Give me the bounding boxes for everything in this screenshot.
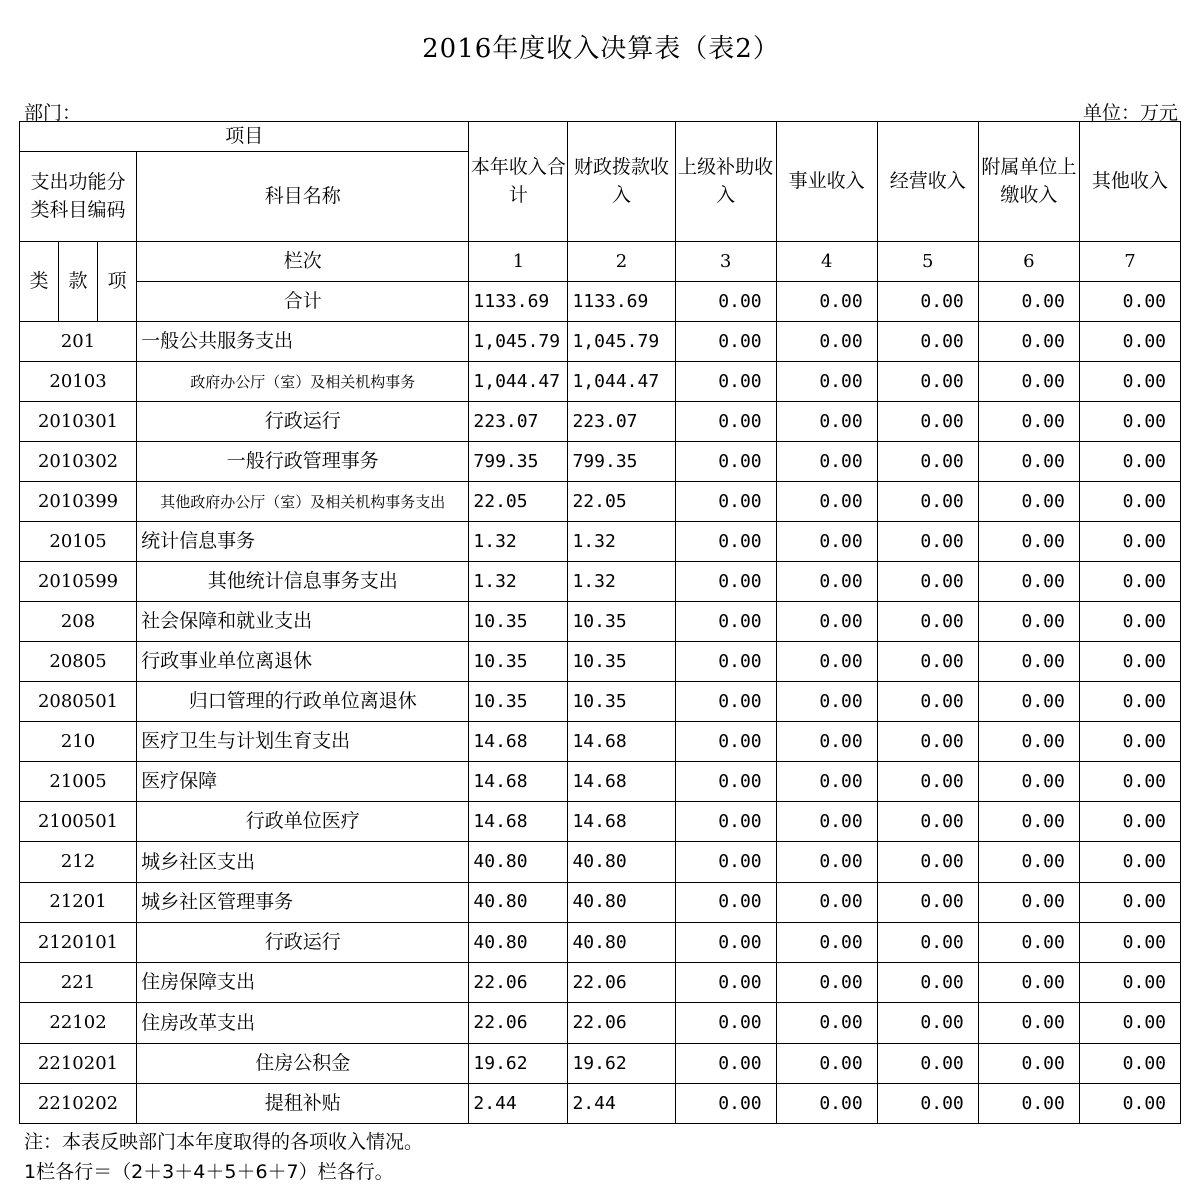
page-title: 2016年度收入决算表（表2） — [422, 34, 780, 64]
row-value: 0.00 — [877, 682, 978, 722]
row-name: 一般行政管理事务 — [137, 442, 469, 482]
row-value: 0.00 — [877, 963, 978, 1003]
header-col-other: 其他收入 — [1079, 122, 1180, 242]
footnote: 1栏各行＝（2＋3＋4＋5＋6＋7）栏各行。 — [24, 1161, 394, 1183]
row-value: 40.80 — [469, 882, 568, 922]
row-value: 1,045.79 — [469, 322, 568, 362]
row-name: 统计信息事务 — [137, 522, 469, 562]
row-code: 20805 — [20, 642, 137, 682]
row-code: 2100501 — [20, 802, 137, 842]
header-col-affiliated: 附属单位上缴收入 — [978, 122, 1079, 242]
total-value: 0.00 — [675, 282, 776, 322]
row-value: 14.68 — [568, 722, 675, 762]
lanci-label: 栏次 — [137, 242, 469, 282]
row-value: 40.80 — [469, 842, 568, 882]
row-name: 社会保障和就业支出 — [137, 602, 469, 642]
row-value: 0.00 — [675, 922, 776, 962]
row-name: 行政事业单位离退休 — [137, 642, 469, 682]
row-value: 0.00 — [877, 442, 978, 482]
footnote: 注：本表反映部门本年度取得的各项收入情况。 — [24, 1131, 424, 1153]
row-value: 0.00 — [877, 362, 978, 402]
row-value: 1.32 — [568, 522, 675, 562]
row-value: 223.07 — [568, 402, 675, 442]
row-value: 0.00 — [978, 1003, 1079, 1043]
row-value: 10.35 — [568, 642, 675, 682]
row-value: 0.00 — [776, 1043, 877, 1083]
row-name: 政府办公厅（室）及相关机构事务 — [137, 362, 469, 402]
row-value: 0.00 — [1079, 842, 1180, 882]
row-value: 0.00 — [877, 522, 978, 562]
header-code: 支出功能分类科目编码 — [20, 152, 137, 242]
row-value: 0.00 — [675, 482, 776, 522]
row-code: 212 — [20, 842, 137, 882]
row-code: 2210201 — [20, 1043, 137, 1083]
row-name: 行政运行 — [137, 402, 469, 442]
row-value: 0.00 — [675, 722, 776, 762]
row-value: 0.00 — [776, 1084, 877, 1124]
row-value: 0.00 — [978, 1043, 1079, 1083]
total-value: 1133.69 — [568, 282, 675, 322]
department-label: 部门： — [24, 102, 82, 124]
row-value: 0.00 — [978, 362, 1079, 402]
row-value: 0.00 — [776, 842, 877, 882]
table-row — [20, 1043, 1181, 1083]
lanci-num: 1 — [469, 242, 568, 282]
row-code: 21201 — [20, 882, 137, 922]
income-table — [19, 121, 1181, 1124]
row-value: 1,044.47 — [568, 362, 675, 402]
total-value: 0.00 — [978, 282, 1079, 322]
row-value: 40.80 — [469, 922, 568, 962]
row-value: 40.80 — [568, 922, 675, 962]
row-name: 其他政府办公厅（室）及相关机构事务支出 — [137, 482, 469, 522]
row-name: 住房改革支出 — [137, 1003, 469, 1043]
row-value: 0.00 — [1079, 922, 1180, 962]
row-value: 0.00 — [675, 802, 776, 842]
row-value: 0.00 — [776, 562, 877, 602]
table-row — [20, 802, 1181, 842]
row-value: 0.00 — [776, 922, 877, 962]
table-row — [20, 522, 1181, 562]
row-value: 0.00 — [877, 882, 978, 922]
lanci-num: 2 — [568, 242, 675, 282]
table-row — [20, 442, 1181, 482]
row-value: 1.32 — [568, 562, 675, 602]
header-col-fiscal: 财政拨款收入 — [568, 122, 675, 242]
row-value: 0.00 — [675, 1043, 776, 1083]
row-value: 2.44 — [568, 1084, 675, 1124]
row-value: 0.00 — [675, 762, 776, 802]
row-value: 0.00 — [978, 963, 1079, 1003]
row-code: 2010302 — [20, 442, 137, 482]
row-value: 0.00 — [675, 522, 776, 562]
table-row — [20, 682, 1181, 722]
total-row — [20, 282, 1181, 322]
row-value: 0.00 — [877, 802, 978, 842]
row-value: 0.00 — [776, 402, 877, 442]
table-row — [20, 562, 1181, 602]
table-row — [20, 642, 1181, 682]
row-value: 0.00 — [776, 602, 877, 642]
row-value: 14.68 — [568, 802, 675, 842]
row-value: 0.00 — [675, 882, 776, 922]
row-value: 0.00 — [776, 882, 877, 922]
lanci-num: 5 — [877, 242, 978, 282]
row-code: 20103 — [20, 362, 137, 402]
row-value: 0.00 — [877, 602, 978, 642]
row-value: 0.00 — [1079, 322, 1180, 362]
row-value: 10.35 — [469, 642, 568, 682]
row-name: 城乡社区支出 — [137, 842, 469, 882]
row-code: 22102 — [20, 1003, 137, 1043]
row-value: 0.00 — [776, 522, 877, 562]
row-value: 22.06 — [568, 963, 675, 1003]
row-value: 0.00 — [1079, 362, 1180, 402]
row-value: 19.62 — [568, 1043, 675, 1083]
header-col-total: 本年收入合计 — [469, 122, 568, 242]
row-code: 2080501 — [20, 682, 137, 722]
row-value: 0.00 — [675, 1084, 776, 1124]
row-value: 1,045.79 — [568, 322, 675, 362]
row-value: 0.00 — [776, 362, 877, 402]
row-value: 0.00 — [776, 1003, 877, 1043]
total-value: 0.00 — [877, 282, 978, 322]
total-value: 0.00 — [776, 282, 877, 322]
row-value: 1.32 — [469, 562, 568, 602]
row-value: 0.00 — [776, 682, 877, 722]
unit-label: 单位：万元 — [1082, 102, 1178, 124]
row-value: 0.00 — [877, 762, 978, 802]
row-code: 2120101 — [20, 922, 137, 962]
row-value: 0.00 — [1079, 722, 1180, 762]
row-value: 0.00 — [1079, 642, 1180, 682]
row-value: 0.00 — [675, 642, 776, 682]
row-value: 14.68 — [469, 802, 568, 842]
row-code: 21005 — [20, 762, 137, 802]
row-value: 0.00 — [776, 322, 877, 362]
row-value: 0.00 — [877, 842, 978, 882]
row-value: 0.00 — [1079, 682, 1180, 722]
row-value: 0.00 — [877, 922, 978, 962]
row-value: 0.00 — [877, 642, 978, 682]
row-value: 0.00 — [675, 602, 776, 642]
row-value: 0.00 — [675, 682, 776, 722]
row-value: 0.00 — [1079, 522, 1180, 562]
row-code: 2010599 — [20, 562, 137, 602]
row-value: 0.00 — [877, 402, 978, 442]
row-value: 22.05 — [469, 482, 568, 522]
row-value: 0.00 — [978, 522, 1079, 562]
row-value: 14.68 — [469, 722, 568, 762]
row-code: 210 — [20, 722, 137, 762]
header-kuan: 款 — [59, 242, 98, 322]
row-value: 0.00 — [1079, 482, 1180, 522]
table-row — [20, 882, 1181, 922]
row-name: 住房公积金 — [137, 1043, 469, 1083]
header-row-1 — [20, 122, 1181, 152]
row-value: 0.00 — [1079, 442, 1180, 482]
row-value: 0.00 — [776, 722, 877, 762]
row-name: 提租补贴 — [137, 1084, 469, 1124]
row-value: 0.00 — [1079, 402, 1180, 442]
row-value: 0.00 — [1079, 1003, 1180, 1043]
row-code: 20105 — [20, 522, 137, 562]
table-row — [20, 1084, 1181, 1124]
row-value: 0.00 — [978, 922, 1079, 962]
row-value: 0.00 — [978, 482, 1079, 522]
row-value: 14.68 — [568, 762, 675, 802]
row-value: 0.00 — [675, 362, 776, 402]
row-value: 1,044.47 — [469, 362, 568, 402]
row-value: 22.06 — [469, 1003, 568, 1043]
row-value: 0.00 — [978, 402, 1079, 442]
row-value: 0.00 — [978, 562, 1079, 602]
row-value: 0.00 — [675, 1003, 776, 1043]
lanci-row — [20, 242, 1181, 282]
row-value: 0.00 — [675, 842, 776, 882]
table-row — [20, 762, 1181, 802]
row-value: 0.00 — [877, 722, 978, 762]
row-value: 0.00 — [978, 882, 1079, 922]
lanci-num: 4 — [776, 242, 877, 282]
table-row — [20, 402, 1181, 442]
row-code: 208 — [20, 602, 137, 642]
row-value: 0.00 — [978, 842, 1079, 882]
row-value: 0.00 — [776, 642, 877, 682]
row-value: 0.00 — [1079, 1084, 1180, 1124]
row-name: 其他统计信息事务支出 — [137, 562, 469, 602]
table-row — [20, 322, 1181, 362]
row-value: 0.00 — [978, 322, 1079, 362]
row-value: 0.00 — [1079, 963, 1180, 1003]
total-value: 0.00 — [1079, 282, 1180, 322]
row-value: 19.62 — [469, 1043, 568, 1083]
header-name: 科目名称 — [137, 152, 469, 242]
header-col-superior: 上级补助收入 — [675, 122, 776, 242]
row-value: 799.35 — [469, 442, 568, 482]
row-value: 0.00 — [877, 1043, 978, 1083]
table-row — [20, 963, 1181, 1003]
row-name: 一般公共服务支出 — [137, 322, 469, 362]
row-code: 221 — [20, 963, 137, 1003]
row-value: 10.35 — [469, 602, 568, 642]
row-value: 0.00 — [776, 762, 877, 802]
row-value: 0.00 — [675, 562, 776, 602]
row-value: 0.00 — [877, 482, 978, 522]
row-value: 0.00 — [1079, 602, 1180, 642]
row-value: 0.00 — [978, 762, 1079, 802]
row-value: 0.00 — [675, 963, 776, 1003]
row-value: 0.00 — [675, 322, 776, 362]
table-row — [20, 842, 1181, 882]
row-value: 0.00 — [978, 602, 1079, 642]
row-value: 0.00 — [1079, 882, 1180, 922]
row-value: 0.00 — [776, 442, 877, 482]
row-value: 223.07 — [469, 402, 568, 442]
row-value: 10.35 — [568, 682, 675, 722]
row-value: 40.80 — [568, 842, 675, 882]
header-xiang: 项 — [98, 242, 137, 322]
row-code: 2210202 — [20, 1084, 137, 1124]
row-value: 14.68 — [469, 762, 568, 802]
row-value: 10.35 — [568, 602, 675, 642]
row-value: 0.00 — [877, 1084, 978, 1124]
row-value: 22.06 — [469, 963, 568, 1003]
row-value: 0.00 — [1079, 1043, 1180, 1083]
row-value: 0.00 — [978, 682, 1079, 722]
row-code: 201 — [20, 322, 137, 362]
header-col-business: 事业收入 — [776, 122, 877, 242]
row-value: 22.06 — [568, 1003, 675, 1043]
table-row — [20, 362, 1181, 402]
row-value: 0.00 — [978, 642, 1079, 682]
row-name: 医疗保障 — [137, 762, 469, 802]
table-row — [20, 482, 1181, 522]
footnotes — [24, 1127, 423, 1187]
table-row — [20, 922, 1181, 962]
row-value: 799.35 — [568, 442, 675, 482]
row-name: 归口管理的行政单位离退休 — [137, 682, 469, 722]
row-value: 2.44 — [469, 1084, 568, 1124]
row-code: 2010301 — [20, 402, 137, 442]
row-value: 22.05 — [568, 482, 675, 522]
row-name: 行政单位医疗 — [137, 802, 469, 842]
row-value: 0.00 — [877, 322, 978, 362]
row-name: 住房保障支出 — [137, 963, 469, 1003]
table-row — [20, 1003, 1181, 1043]
header-project: 项目 — [20, 122, 469, 152]
header-col-operating: 经营收入 — [877, 122, 978, 242]
row-value: 0.00 — [776, 963, 877, 1003]
row-value: 0.00 — [675, 442, 776, 482]
row-value: 0.00 — [1079, 802, 1180, 842]
row-value: 0.00 — [978, 722, 1079, 762]
table-row — [20, 722, 1181, 762]
row-value: 0.00 — [978, 1084, 1079, 1124]
row-value: 40.80 — [568, 882, 675, 922]
lanci-num: 3 — [675, 242, 776, 282]
table-row — [20, 602, 1181, 642]
row-value: 0.00 — [978, 442, 1079, 482]
row-name: 医疗卫生与计划生育支出 — [137, 722, 469, 762]
row-name: 城乡社区管理事务 — [137, 882, 469, 922]
row-name: 行政运行 — [137, 922, 469, 962]
row-value: 0.00 — [776, 802, 877, 842]
row-value: 0.00 — [1079, 762, 1180, 802]
row-value: 10.35 — [469, 682, 568, 722]
lanci-num: 6 — [978, 242, 1079, 282]
row-value: 0.00 — [1079, 562, 1180, 602]
row-value: 0.00 — [978, 802, 1079, 842]
row-value: 0.00 — [675, 402, 776, 442]
header-lei: 类 — [20, 242, 59, 322]
row-code: 2010399 — [20, 482, 137, 522]
lanci-num: 7 — [1079, 242, 1180, 282]
total-label: 合计 — [137, 282, 469, 322]
row-value: 0.00 — [877, 562, 978, 602]
row-value: 1.32 — [469, 522, 568, 562]
row-value: 0.00 — [776, 482, 877, 522]
row-value: 0.00 — [877, 1003, 978, 1043]
total-value: 1133.69 — [469, 282, 568, 322]
